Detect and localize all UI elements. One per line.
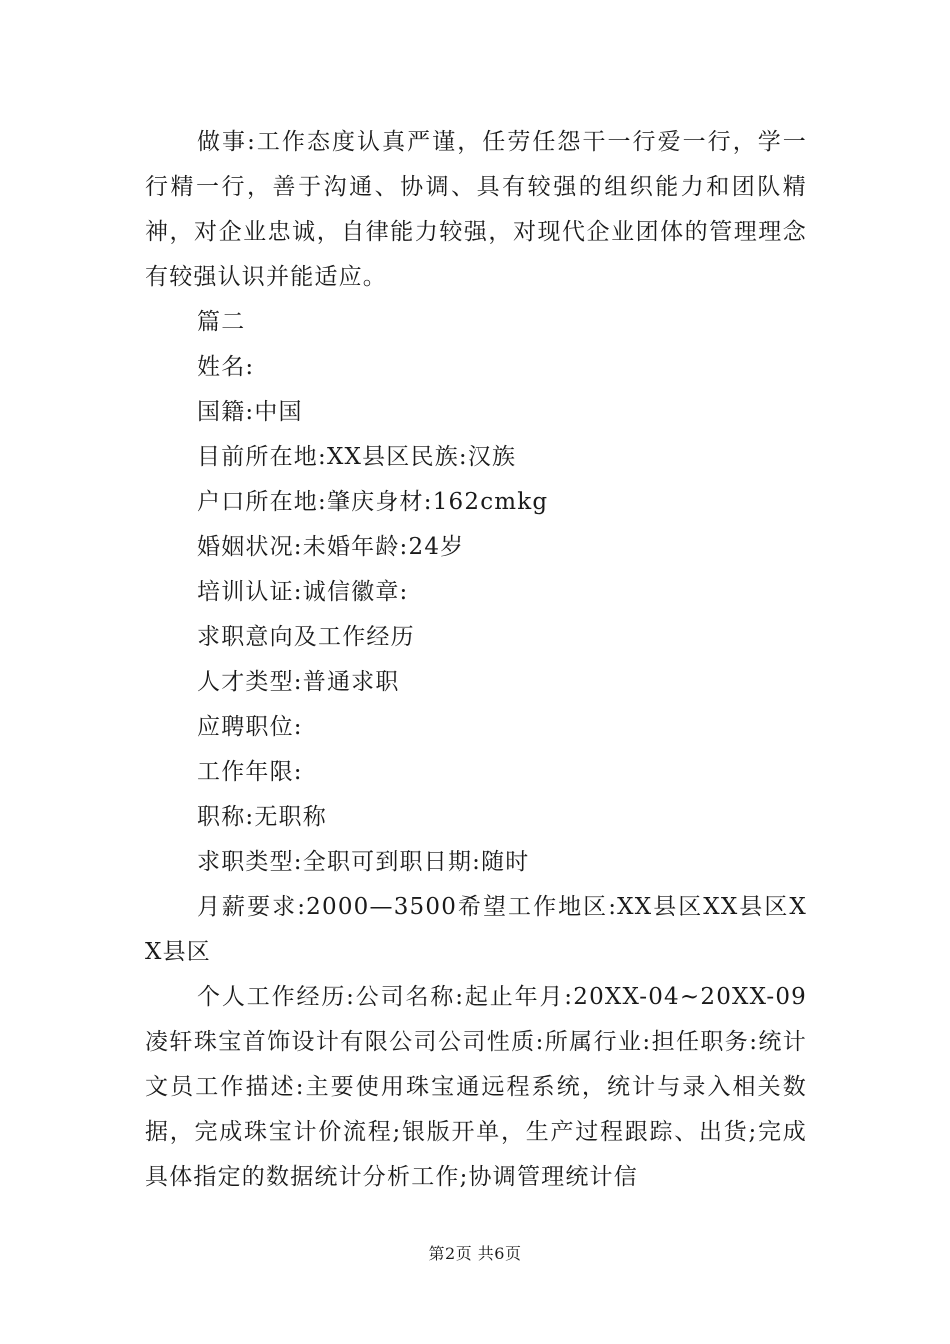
field-salary-expectation: 月薪要求:2000—3500希望工作地区:XX县区XX县区XX县区 bbox=[145, 894, 807, 965]
field-years-of-work: 工作年限: bbox=[197, 759, 303, 785]
field-household-registration: 户口所在地:肇庆身材:162cmkg bbox=[197, 489, 549, 515]
field-marital-status: 婚姻状况:未婚年龄:24岁 bbox=[197, 534, 465, 560]
field-nationality: 国籍:中国 bbox=[197, 399, 303, 425]
field-title: 职称:无职称 bbox=[197, 804, 327, 830]
field-position: 应聘职位: bbox=[197, 714, 303, 740]
section-heading-job-intention: 求职意向及工作经历 bbox=[197, 624, 415, 650]
field-current-location: 目前所在地:XX县区民族:汉族 bbox=[197, 444, 517, 470]
field-certification: 培训认证:诚信徽章: bbox=[197, 579, 409, 605]
page-number-footer: 第2页 共6页 bbox=[428, 1244, 522, 1263]
document-body bbox=[145, 120, 807, 1200]
section-heading-part-two: 篇二 bbox=[197, 309, 246, 335]
field-talent-type: 人才类型:普通求职 bbox=[197, 669, 400, 695]
field-job-type: 求职类型:全职可到职日期:随时 bbox=[197, 849, 530, 875]
paragraph-work-attitude: 做事:工作态度认真严谨，任劳任怨干一行爱一行，学一行精一行，善于沟通、协调、具有较强的组织能力和团队精神，对企业忠诚，自律能力较强，对现代企业团体的管理理念有较强认识并能适应。 bbox=[145, 129, 807, 290]
paragraph-work-experience: 个人工作经历:公司名称:起止年月:20XX-04~20XX-09凌轩珠宝首饰设计有限公司公司性质:所属行业:担任职务:统计文员工作描述:主要使用珠宝通远程系统，统计与录入相关数据，完成珠宝计价流程;银版开单，生产过程跟踪、出货;完成具体指定的数据统计分析工作;协调管理统计信 bbox=[145, 984, 807, 1190]
field-name: 姓名: bbox=[197, 354, 255, 380]
